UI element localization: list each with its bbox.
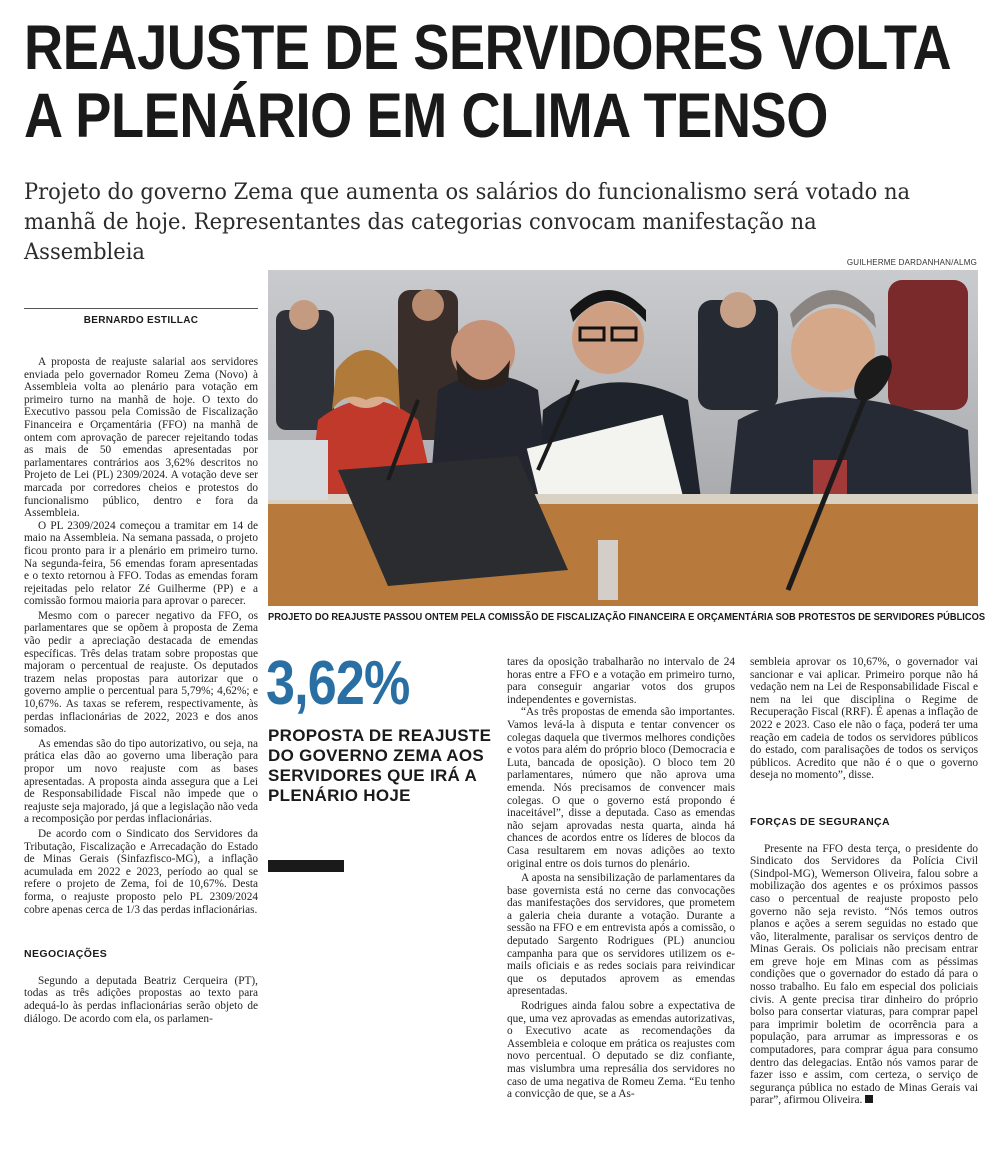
paragraph: “As três propostas de emenda são importantes. Vamos levá-la à disputa e tentar convencer os colegas daquela que tivermos melhores condições e votos para além do próprio bloco (Democracia e Luta, bancada de oposição). O bloco tem 20 parlamentares, número que não aprova uma emenda. Nós precisamos de convencer mais colegas. O que o governo está propondo é inaceitável”, disse a deputada. Caso as emendas não sejam aprovadas nesta quarta, ainda há chances de acordos entre os líderes de blocos da Casa resultarem em novas adições ao texto original entre os dois turnos do plenário. xyxy=(507,706,735,870)
photo-caption: PROJETO DO REAJUSTE PASSOU ONTEM PELA COMISSÃO DE FISCALIZAÇÃO FINANCEIRA E ORÇAMENTÁRIA SOB PROTESTOS DE SERVIDORES PÚBLICOS xyxy=(268,612,986,623)
headline-line-2: A PLENÁRIO EM CLIMA TENSO xyxy=(24,81,828,151)
article-column-1 xyxy=(24,356,258,1025)
paragraph: A aposta na sensibilização de parlamentares da base governista está no cerne das convocações das manifestações dos servidores, que prometem a galeria cheia durante a votação. Durante a sessão na FFO e em entrevista após a comissão, o deputado Sargento Rodrigues (PL) anunciou campanha para que os servidores utilizem os e-mails oficiais e as redes sociais para reivindicar que os deputados aprovem as emendas apresentadas. xyxy=(507,872,735,998)
highlight-text: PROPOSTA DE REAJUSTE DO GOVERNO ZEMA AOS SERVIDORES QUE IRÁ A PLENÁRIO HOJE xyxy=(268,726,492,805)
deck xyxy=(24,178,941,268)
article-column-2 xyxy=(507,656,735,1101)
paragraph: Segundo a deputada Beatriz Cerqueira (PT), todas as três adições propostas ao texto para adequá-lo às perdas inflacionárias serão objeto de diálogo. De acordo com ela, os parlamen- xyxy=(24,974,258,1025)
paragraph xyxy=(750,843,978,1107)
highlight-number: 3,62% xyxy=(266,649,410,718)
deck-line-1: Projeto do governo Zema que aumenta os salários do funcionalismo será votado na xyxy=(24,180,911,205)
paragraph: tares da oposição trabalharão no intervalo de 24 horas entre a FFO e a votação em primeiro turno, para conseguir angariar votos dos grupos independentes e governistas. xyxy=(507,656,735,706)
headline-line-1: REAJUSTE DE SERVIDORES VOLTA xyxy=(24,13,952,83)
byline: BERNARDO ESTILLAC xyxy=(83,315,199,326)
subhead-forcas-de-seguranca: FORÇAS DE SEGURANÇA xyxy=(750,815,891,828)
paragraph: Mesmo com o parecer negativo da FFO, os parlamentares que se opõem à proposta de Zema vão pedir a apreciação destacada de emendas específicas. Três delas tratam sobre propostas que majoram o percentual de reajuste. Os deputados trazem nelas propostas para autorizar que o governo amplie o percentual para 5,79%; 4,62%; e 10,67%. As taxas se referem, respectivamente, às perdas inflacionárias de 2022, 2023 e dos anos somados. xyxy=(24,609,258,736)
subhead-negociacoes: NEGOCIAÇÕES xyxy=(24,948,108,961)
paragraph: As emendas são do tipo autorizativo, ou seja, na prática elas dão ao governo uma liberação para propor um novo reajuste com as bases apresentadas. A proposta ainda assegura que a Lei de Responsabilidade Fiscal não impede que o reajuste seja majorado, já que a legislação não veda a recomposição por perdas inflacionárias. xyxy=(24,737,258,826)
paragraph: O PL 2309/2024 começou a tramitar em 14 de maio na Assembleia. Na semana passada, o projeto ficou pronto para ir a plenário em primeiro turno. Na segunda-feira, 56 emendas foram apresentadas e o texto retornou à FFO. Todas as emendas foram rejeitadas pelo relator Zé Guilherme (PP) e a comissão formou maioria para aprovar o parecer. xyxy=(24,519,258,608)
deck-line-2: manhã de hoje. Representantes das categorias convocam manifestação na Assembleia xyxy=(24,210,817,265)
highlight-bar xyxy=(268,860,344,872)
photo-illustration xyxy=(268,270,978,606)
paragraph-text: Presente na FFO desta terça, o presidente do Sindicato dos Servidores da Polícia Civil (Sindpol-MG), Wemerson Oliveira, falou sobre a mobilização dos agentes e os próximos passos caso o percentual de reajuste proposto pelo governo não seja revisto. “Nós temos outros planos e ações a serem seguidas no estado que vão, literalmente, paralisar os serviços dentro de Minas Gerais. Os policiais não precisam entrar em greve hoje em Minas com as péssimas condições que o governador do estado dá para o nosso trabalho. Eu falo em especial dos policiais civis. A gente precisa tirar dinheiro do próprio bolso para consertar viaturas, para comprar papel para imprimir boletim de ocorrência para a população, para arrumar as impressoras e os computadores, para comprar água para consumo dentro das delegacias. Então nós vamos parar de fazer isso e assim, com certeza, o serviço de segurança pública no estado de Minas Gerais vai parar”, afirmou Oliveira. xyxy=(750,842,978,1107)
paragraph: sembleia aprovar os 10,67%, o governador vai sancionar e vai aplicar. Primeiro porque não há vedação nem na Lei de Responsabilidade Fiscal e nem na lei que disciplina o Regime de Recuperação Fiscal (RRF). É apenas a inflação de 2022 e 2023. Caso ele não o faça, poderá ter uma reação em cadeia de todos os servidores públicos do estado, com paralisações de todos os serviços públicos. Acredito que não é o que o governo deseja no momento”, disse. xyxy=(750,656,978,782)
paragraph: De acordo com o Sindicato dos Servidores da Tributação, Fiscalização e Arrecadação do Estado de Minas Gerais (Sinfazfisco-MG), a inflação acumulada em 2022 e 2023, período ao qual se refere o projeto de Zema, foi de 10,67%. Desta forma, o reajuste proposto pelo PL 2309/2024 cobre apenas cerca de 1/3 das perdas inflacionárias. xyxy=(24,827,258,916)
headline xyxy=(24,13,952,151)
byline-block xyxy=(24,308,258,326)
paragraph: A proposta de reajuste salarial aos servidores enviada pelo governador Romeu Zema (Novo) à Assembleia volta ao plenário para votação em primeiro turno na manhã de hoje. O texto do Executivo passou pela Comissão de Fiscalização Financeira e Orçamentária (FFO) na manhã de ontem com aprovação de parecer rejeitando todas as mais de 50 emendas apresentadas por parlamentares contrários aos 3,62% descritos no Projeto de Lei (PL) 2309/2024. A votação deve ser marcada por corredores cheios e protestos do funcionalismo público, dentro e fora da Assembleia. xyxy=(24,356,258,520)
end-square-icon xyxy=(865,1095,873,1103)
paragraph: Rodrigues ainda falou sobre a expectativa de que, uma vez aprovadas as emendas autorizativas, o Executivo acate as recomendações da Assembleia e coloque em prática os reajustes com novo percentual. O deputado se diz confiante, mas vislumbra uma represália dos servidores no caso de uma negativa de Romeu Zema. “Eu tenho a convicção de que, se a As- xyxy=(507,1000,735,1101)
news-photo xyxy=(268,270,978,606)
article-column-3 xyxy=(750,656,978,1107)
byline-rule xyxy=(24,308,258,309)
photo-credit: GUILHERME DARDANHAN/ALMG xyxy=(846,258,977,267)
